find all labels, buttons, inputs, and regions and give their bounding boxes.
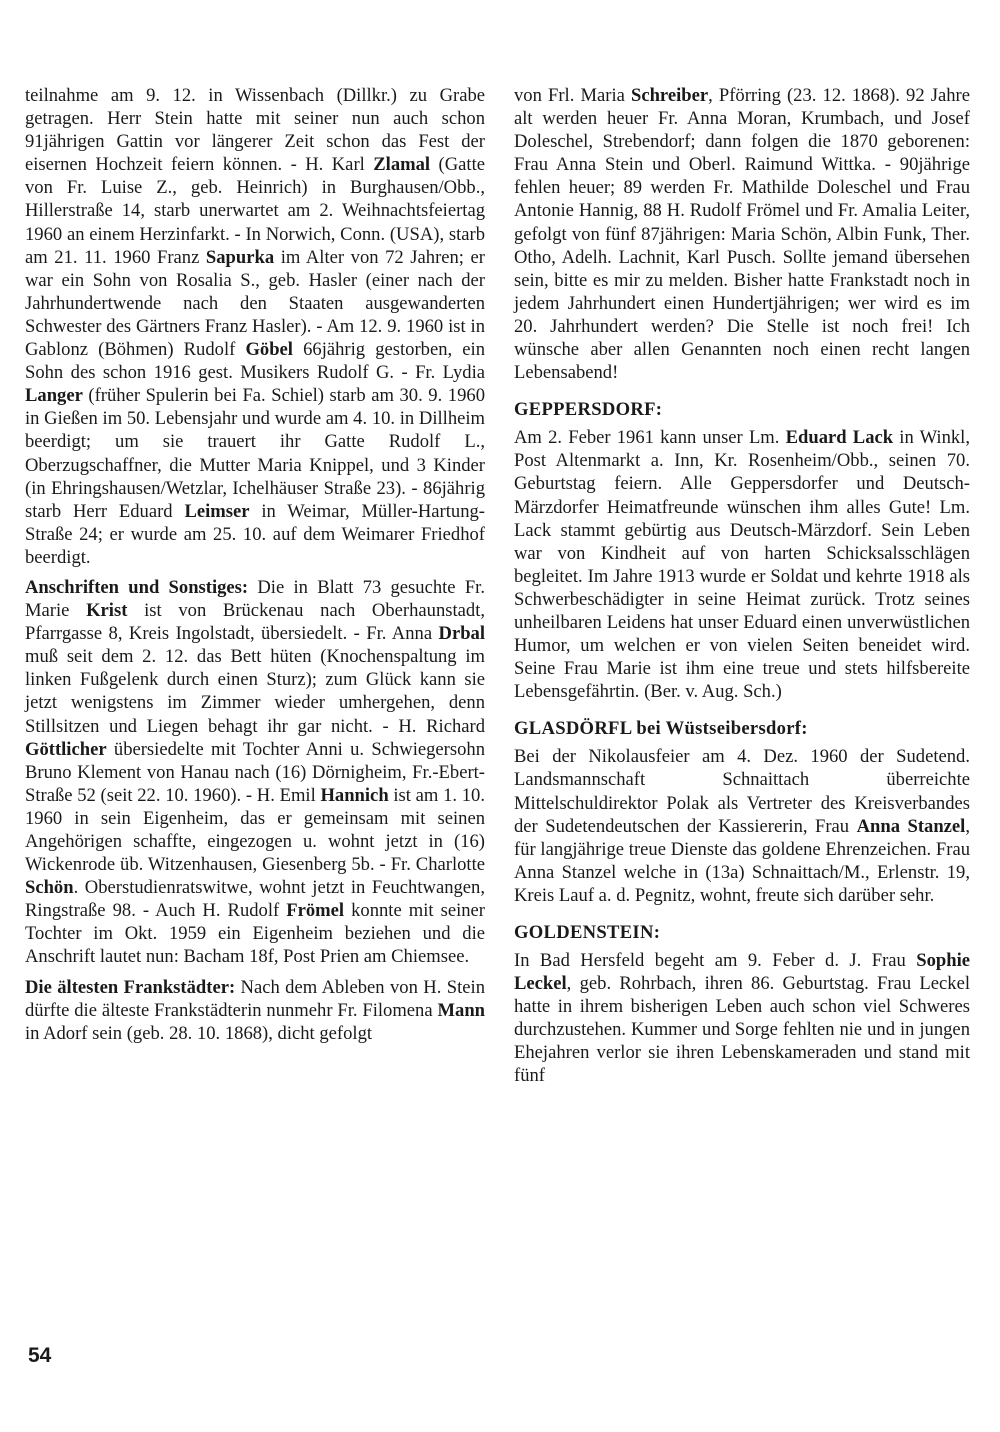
geppersdorf-paragraph: Am 2. Feber 1961 kann unser Lm. Eduard Lack in Winkl, Post Altenmarkt a. Inn, Kr. Rosenheim/Obb., seinen 70. Geburtstag feiern. Alle Geppersdorfer und Deutsch-Märzdorfer Heimatfreunde wünschen ihm alles Gute! Lm. Lack stammt gebürtig aus Deutsch-Märzdorf. Sein Leben war von Kindheit auf von harten Schicksalsschlägen begleitet. Im Jahre 1913 wurde er Soldat und kehrte 1918 als Schwerbeschädigter in seine Heimat zurück. Trotz seines unheilbaren Leidens hat unser Eduard einen unverwüstlichen Humor, um welchen er von vielen Seiten beneidet wird. Seine Frau Marie ist ihm eine treue und stets hilfsbereite Lebensgefährtin. (Ber. v. Aug. Sch.) <box>514 427 970 703</box>
oldest-residents-paragraph: Die ältesten Frankstädter: Nach dem Ableben von H. Stein dürfte die älteste Frankstädterin nunmehr Fr. Filomena Mann in Adorf sein (geb. 28. 10. 1868), dicht gefolgt <box>25 976 485 1044</box>
oldest-lead: Die ältesten Frankstädter: <box>25 976 236 998</box>
section-heading-goldenstein: GOLDENSTEIN: <box>514 922 661 943</box>
section-heading-glasdoerfl: GLASDÖRFL bei Wüstseibersdorf: <box>514 718 808 740</box>
goldenstein-paragraph: In Bad Hersfeld begeht am 9. Feber d. J. Frau Sophie Leckel, geb. Rohrbach, ihren 86. Geburtstag. Frau Leckel hatte in ihrem bisherigen Leben auch schon viel Schweres durchzustehen. Kummer und Sorge fehlten nie und in jungen Ehejahren verlor sie ihren Lebenskameraden und stand mit fünf <box>514 950 970 1087</box>
glasdoerfl-paragraph: Bei der Nikolausfeier am 4. Dez. 1960 der Sudetend. Landsmannschaft Schnaittach überreichte Mittelschuldirektor Polak als Vertreter des Kreisverbandes der Sudetendeutschen der Kassiererin, Frau Anna Stanzel, für langjährige treue Dienste das goldene Ehrenzeichen. Frau Anna Stanzel welche in (13a) Schnaittach/M., Erlenstr. 19, Kreis Lauf a. d. Pegnitz, wohnt, freute sich darüber sehr. <box>514 746 970 906</box>
name-drbal: Drbal <box>438 623 485 645</box>
name-goebel: Göbel <box>245 339 293 361</box>
name-sapurka: Sapurka <box>205 246 275 268</box>
name-eduard-lack: Eduard Lack <box>785 427 894 449</box>
name-zlamal: Zlamal <box>373 154 431 176</box>
obituaries-paragraph: teilnahme am 9. 12. in Wissenbach (Dillkr.) zu Grabe getragen. Herr Stein hatte mit seiner nun auch schon 91jährigen Gattin vor längerer Zeit schon das Fest der eisernen Hochzeit feiern können. - H. Karl Zlamal (Gatte von Fr. Luise Z., geb. Heinrich) in Burghausen/Obb., Hillerstraße 14, starb unerwartet am 2. Weihnachtsfeiertag 1960 an einem Herzinfarkt. - In Norwich, Conn. (USA), starb am 21. 11. 1960 Franz Sapurka im Alter von 72 Jahren; er war ein Sohn von Rosalia S., geb. Hasler (einer nach der Jahrhundertwende nach den Staaten ausgewanderten Schwester des Gärtners Franz Hasler). - Am 12. 9. 1960 ist in Gablonz (Böhmen) Rudolf Göbel 66jährig gestorben, ein Sohn des schon 1916 gest. Musikers Rudolf G. - Fr. Lydia Langer (früher Spulerin bei Fa. Schiel) starb am 30. 9. 1960 in Gießen im 50. Lebensjahr und wurde am 4. 10. in Dillheim beerdigt; um sie trauert ihr Gatte Rudolf L., Oberzugschaffner, die Mutter Maria Knippel, und 3 Kinder (in Ehringshausen/Wetzlar, Ichelhäuser Straße 23). - 86jährig starb Herr Eduard Leimser in Weimar, Müller-Hartung-Straße 24; er wurde am 25. 10. auf dem Weimarer Friedhof beerdigt. <box>25 85 486 568</box>
name-anna-stanzel: Anna Stanzel <box>856 815 966 837</box>
addresses-lead: Anschriften und Sonstiges: <box>25 576 249 598</box>
page-number: 54 <box>28 1344 52 1367</box>
name-sophie-leckel: Sophie Leckel <box>514 950 970 995</box>
name-schreiber: Schreiber <box>631 85 709 106</box>
name-krist: Krist <box>86 600 128 622</box>
section-heading-geppersdorf: GEPPERSDORF: <box>514 399 663 421</box>
right-column <box>514 84 970 1088</box>
name-hannich: Hannich <box>320 784 389 806</box>
left-column <box>25 84 485 1045</box>
name-langer: Langer <box>25 385 83 407</box>
name-froemel: Frömel <box>286 900 345 922</box>
name-schoen: Schön <box>25 877 74 899</box>
addresses-paragraph: Anschriften und Sonstiges: Die in Blatt 73 gesuchte Fr. Marie Krist ist von Brückenau nach Oberhaunstadt, Pfarrgasse 8, Kreis Ingolstadt, übersiedelt. - Fr. Anna Drbal muß seit dem 2. 12. das Bett hüten (Knochenspaltung im linken Fußgelenk durch einen Sturz); zum Glück kann sie jetzt wenigstens im Zimmer wieder umhergehen, denn Stillsitzen und Liegen behagt ihr gar nicht. - H. Richard Göttlicher übersiedelte mit Tochter Anni u. Schwiegersohn Bruno Klement von Hanau nach (16) Dörnigheim, Fr.-Ebert-Straße 52 (seit 22. 10. 1960). - H. Emil Hannich ist am 1. 10. 1960 in sein Eigenheim, das er gemeinsam mit seinen Angehörigen schaffte, eingezogen u. wohnt jetzt in (16) Wickenrode üb. Witzenhausen, Giesenberg 5b. - Fr. Charlotte Schön. Oberstudienratswitwe, wohnt jetzt in Feuchtwangen, Ringstraße 98. - Auch H. Rudolf Frömel konnte mit seiner Tochter im Okt. 1959 ein Eigenheim beziehen und die Anschrift lautet nun: Bacham 18f, Post Prien am Chiemsee. <box>25 576 486 968</box>
name-mann: Mann <box>437 999 485 1021</box>
oldest-continued-paragraph: von Frl. Maria Schreiber, Pförring (23. 12. 1868). 92 Jahre alt werden heuer Fr. Anna Moran, Krumbach, und Josef Doleschel, Strebendorf; dann folgen die 1870 geborenen: Frau Anna Stein und Oberl. Raimund Wittka. - 90jährige fehlen heuer; 89 werden Fr. Mathilde Doleschel und Frau Antonie Hannig, 88 H. Rudolf Frömel und Fr. Amalia Leiter, gefolgt von fünf 87jährigen: Maria Schön, Albin Funk, Ther. Otho, Adelh. Lachnit, Karl Pusch. Sollte jemand übersehen sein, bitte es mir zu melden. Bisher hatte Frankstadt noch in jedem Jahrhundert einen Hundertjährigen; wer wird es im 20. Jahrhundert werden? Die Stelle ist noch frei! Ich wünsche aber allen Genannten noch einen recht langen Lebensabend! <box>514 85 970 384</box>
name-goettlicher: Göttlicher <box>25 738 107 760</box>
name-leimser: Leimser <box>184 500 250 522</box>
